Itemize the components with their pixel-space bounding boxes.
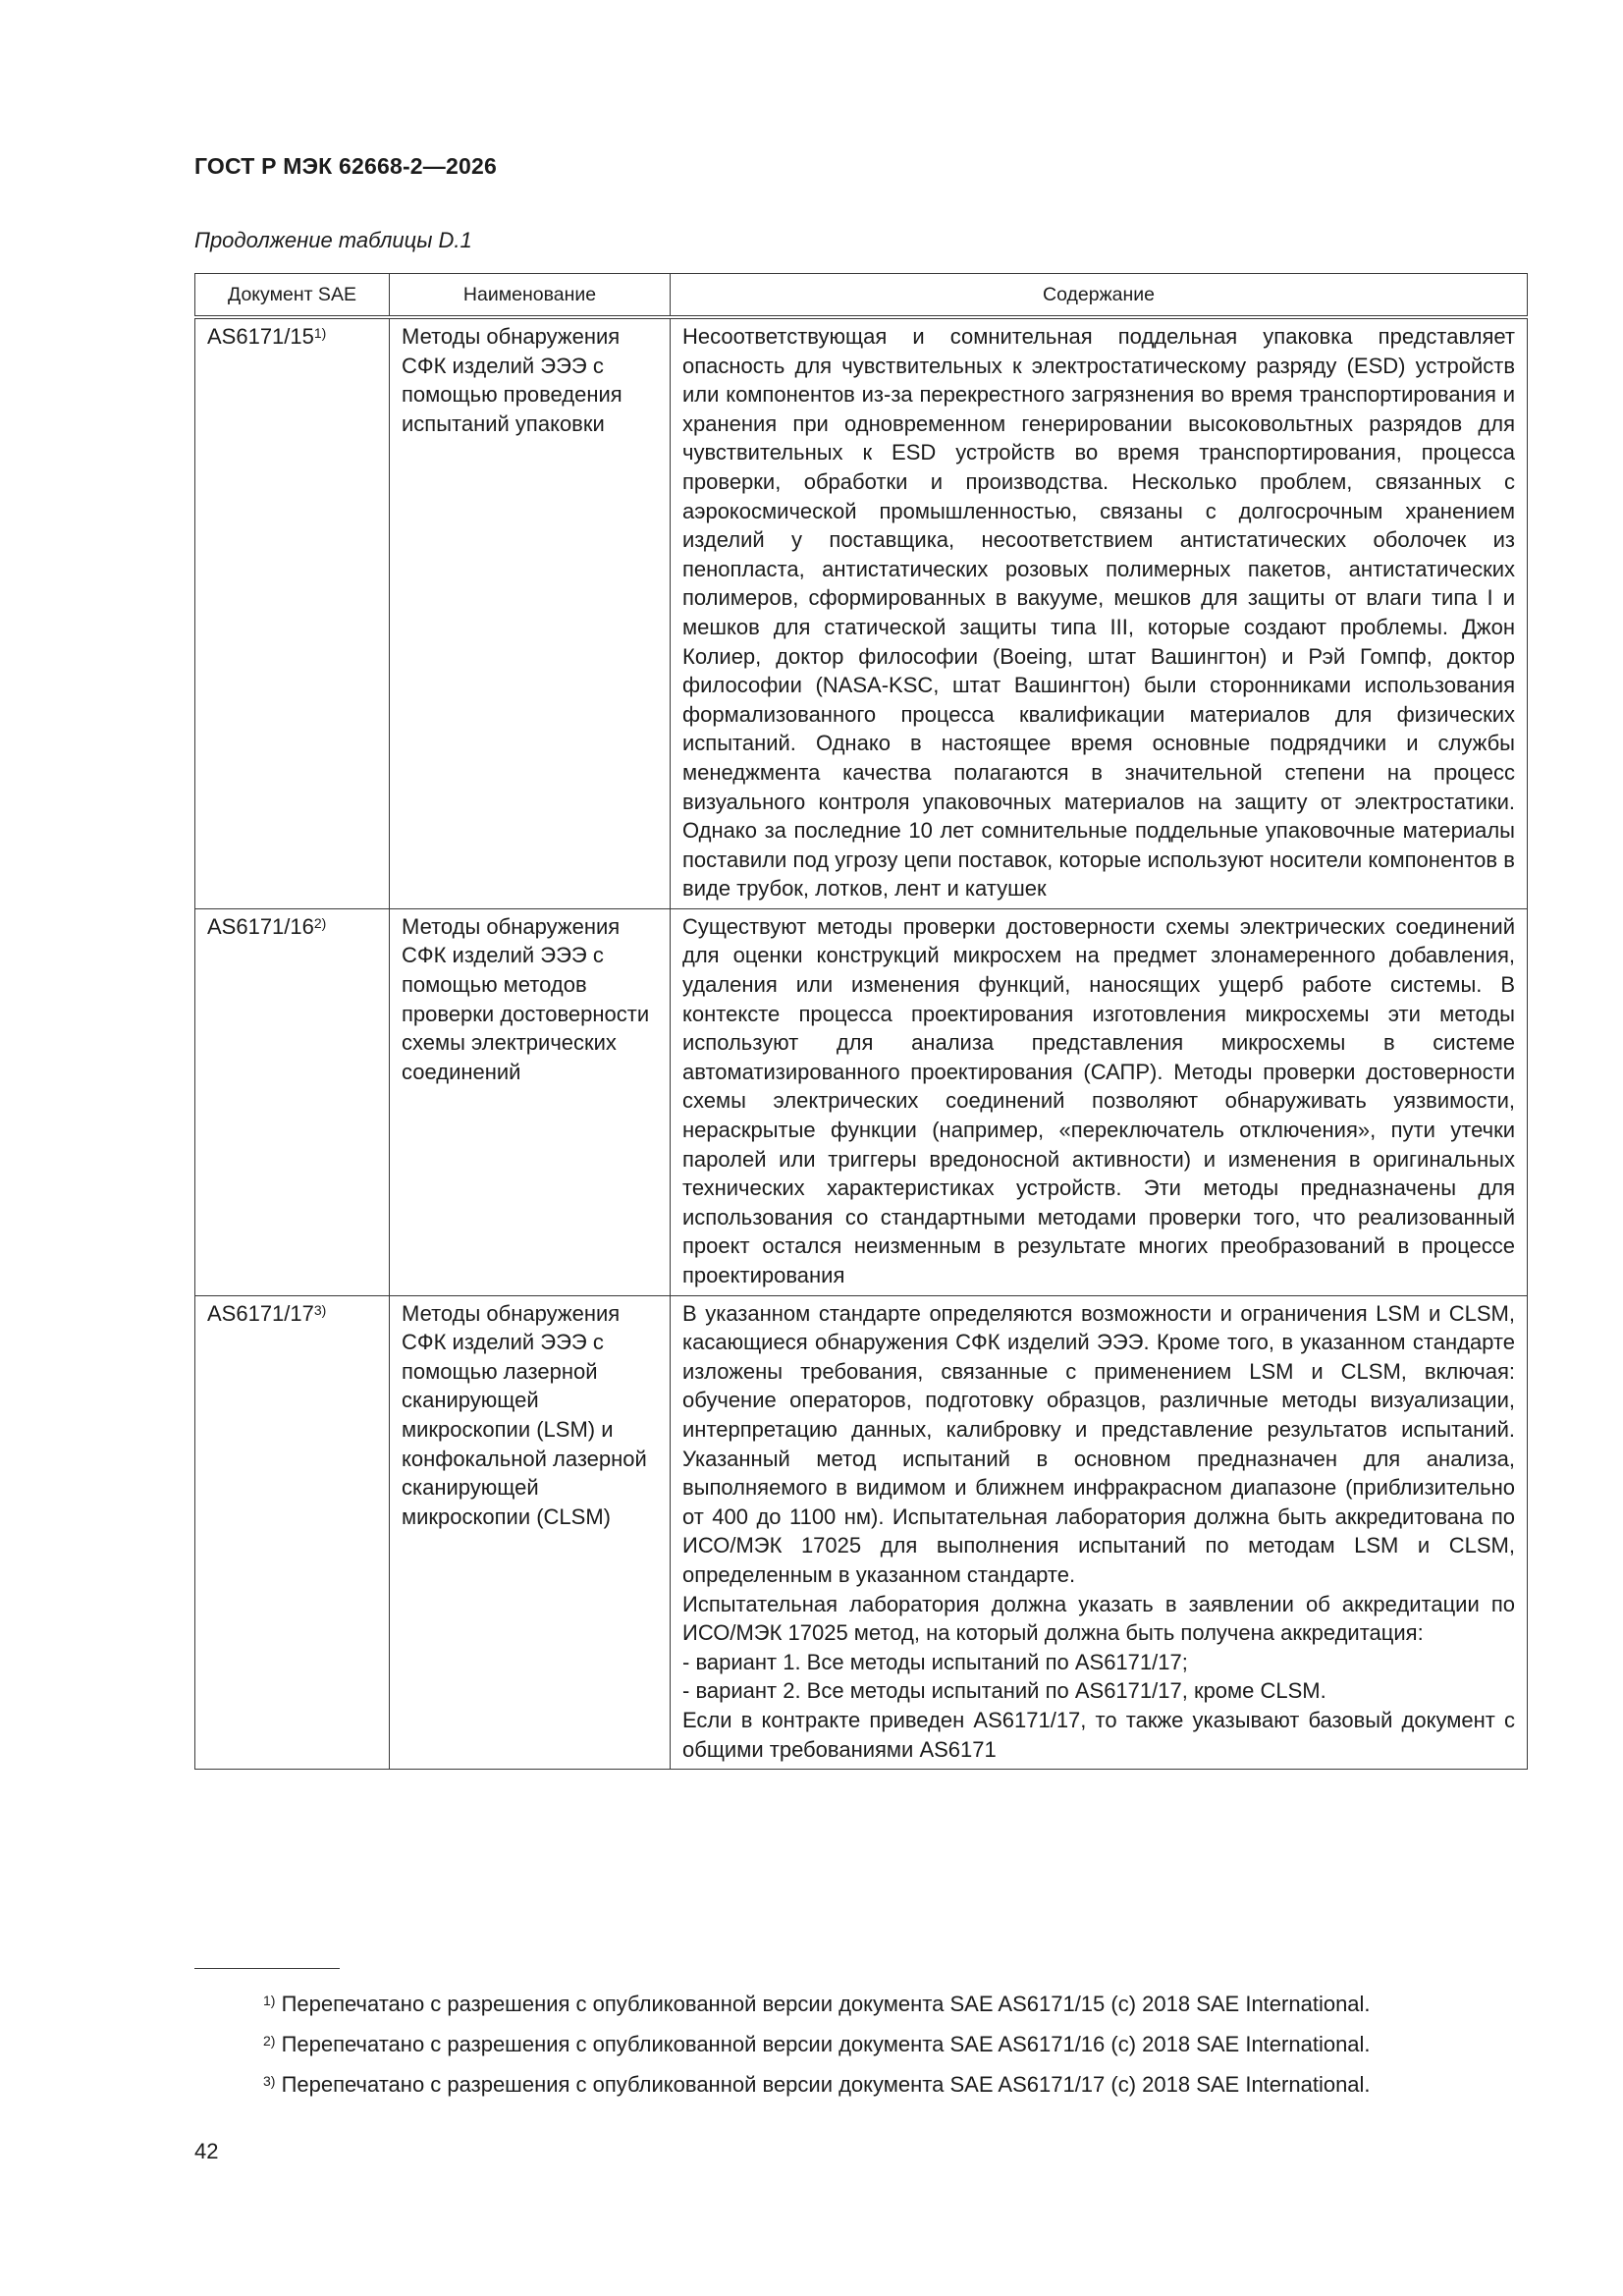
document-content bbox=[671, 1295, 1528, 1770]
footnote-ref: 3) bbox=[313, 1301, 327, 1318]
table-row bbox=[195, 317, 1528, 908]
footnote-text: Перепечатано с разрешения с опубликованной версии документа SAE AS6171/15 (c) 2018 SAE International. bbox=[281, 1992, 1371, 2016]
page-number: 42 bbox=[194, 2139, 219, 2163]
column-header-name: Наименование bbox=[390, 274, 671, 318]
footnote-ref: 2) bbox=[313, 914, 327, 931]
table-header-row bbox=[195, 274, 1528, 318]
footnote-divider bbox=[194, 1968, 340, 1969]
footnote-text: Перепечатано с разрешения с опубликованной версии документа SAE AS6171/17 (c) 2018 SAE International. bbox=[281, 2072, 1371, 2097]
document-content bbox=[671, 908, 1528, 1295]
document-code: AS6171/15 bbox=[207, 324, 314, 349]
table-caption: Продолжение таблицы D.1 bbox=[194, 228, 472, 252]
footnote bbox=[263, 1984, 1530, 2024]
content-paragraph: Если в контракте приведен AS6171/17, то также указывают базовый документ с общими требованиями AS6171 bbox=[682, 1707, 1515, 1762]
document-content bbox=[671, 317, 1528, 908]
footnote-ref: 1) bbox=[313, 325, 327, 341]
column-header-content: Содержание bbox=[671, 274, 1528, 318]
document-name: Методы обнаружения СФК изделий ЭЭЭ с помощью лазерной сканирующей микроскопии (LSM) и конфокальной лазерной сканирующей микроскопии (CLSM) bbox=[390, 1295, 671, 1770]
footnote-text: Перепечатано с разрешения с опубликованной версии документа SAE AS6171/16 (c) 2018 SAE International. bbox=[281, 2032, 1371, 2056]
document-code-cell bbox=[195, 908, 390, 1295]
table-row bbox=[195, 908, 1528, 1295]
content-paragraph: Испытательная лаборатория должна указать в заявлении об аккредитации по ИСО/МЭК 17025 метод, на который должна быть получена аккредитация: bbox=[682, 1591, 1515, 1646]
table-row bbox=[195, 1295, 1528, 1770]
content-paragraph: В указанном стандарте определяются возможности и ограничения LSM и CLSM, касающиеся обнаружения СФК изделий ЭЭЭ. Кроме того, в указанном стандарте изложены требования, связанные с применением LSM и CLSM, включая: обучение операторов, подготовку образцов, различные методы визуализации, интерпретацию данных, калибровку и представление результатов испытаний. Указанный метод испытаний в основном предназначен для анализа, выполняемого в видимом и ближнем инфракрасном диапазоне (приблизительно от 400 до 1100 нм). Испытательная лаборатория должна быть аккредитована по ИСО/МЭК 17025 для выполнения испытаний по методам LSM и CLSM, определенным в указанном стандарте. bbox=[682, 1300, 1515, 1587]
footnote bbox=[263, 2024, 1530, 2064]
document-code-cell bbox=[195, 317, 390, 908]
sae-documents-table bbox=[194, 273, 1528, 1770]
document-code-cell bbox=[195, 1295, 390, 1770]
document-name: Методы обнаружения СФК изделий ЭЭЭ с помощью проведения испытаний упаковки bbox=[390, 317, 671, 908]
footnotes bbox=[263, 1984, 1530, 2105]
content-paragraph: Несоответствующая и сомнительная поддельная упаковка представляет опасность для чувствительных к электростатическому разряду (ESD) устройств или компонентов из-за перекрестного загрязнения во время транспортирования и хранения при одновременном генерировании высоковольтных разрядов для чувствительных к ESD устройств во время транспортирования, процесса проверки, обработки и производства. Несколько проблем, связанных с аэрокосмической промышленностью, связаны с долгосрочным хранением изделий у поставщика, несоответствием антистатических оболочек из пенопласта, антистатических розовых полимерных пакетов, антистатических полимеров, сформированных в вакууме, мешков для защиты от влаги типа I и мешков для статической защиты типа III, которые создают проблемы. Джон Колиер, доктор философии (Boeing, штат Вашингтон) и Рэй Гомпф, доктор философии (NASA-KSC, штат Вашингтон) были сторонниками использования формализованного процесса квалификации материалов для физических испытаний. Однако в настоящее время основные подрядчики и службы менеджмента качества полагаются в значительной степени на процесс визуального контроля упаковочных материалов на защиту от электростатики. Однако за последние 10 лет сомнительные поддельные упаковочные материалы поставили под угрозу цепи поставок, которые используют носители компонентов в виде трубок, лотков, лент и катушек bbox=[682, 324, 1515, 902]
footnote bbox=[263, 2064, 1530, 2105]
footnote-marker: 2) bbox=[263, 2033, 276, 2049]
column-header-document: Документ SAE bbox=[195, 274, 390, 318]
document-code: AS6171/16 bbox=[207, 913, 314, 939]
content-paragraph: Существуют методы проверки достоверности схемы электрических соединений для оценки конструкций микросхем на предмет злонамеренного добавления, удаления или изменения функций, наносящих ущерб работе системы. В контексте процесса проектирования изготовления микросхемы эти методы используют для анализа представления микросхемы в системе автоматизированного проектирования (САПР). Методы проверки достоверности схемы электрических соединений позволяют обнаруживать уязвимости, нераскрытые функции (например, «переключатель отключения», пути утечки паролей или триггеры вредоносной активности) и изменения в оригинальных технических характеристиках устройств. Эти методы предназначены для использования со стандартными методами проверки того, что реализованный проект остался неизменным в результате многих преобразований в процессе проектирования bbox=[682, 913, 1515, 1287]
footnote-marker: 3) bbox=[263, 2073, 276, 2089]
document-header: ГОСТ Р МЭК 62668-2—2026 bbox=[194, 153, 497, 179]
footnote-marker: 1) bbox=[263, 1993, 276, 2008]
list-item: - вариант 2. Все методы испытаний по AS6171/17, кроме CLSM. bbox=[682, 1678, 1326, 1704]
document-name: Методы обнаружения СФК изделий ЭЭЭ с помощью методов проверки достоверности схемы электрических соединений bbox=[390, 908, 671, 1295]
list-item: - вариант 1. Все методы испытаний по AS6171/17; bbox=[682, 1649, 1188, 1674]
document-code: AS6171/17 bbox=[207, 1300, 314, 1326]
